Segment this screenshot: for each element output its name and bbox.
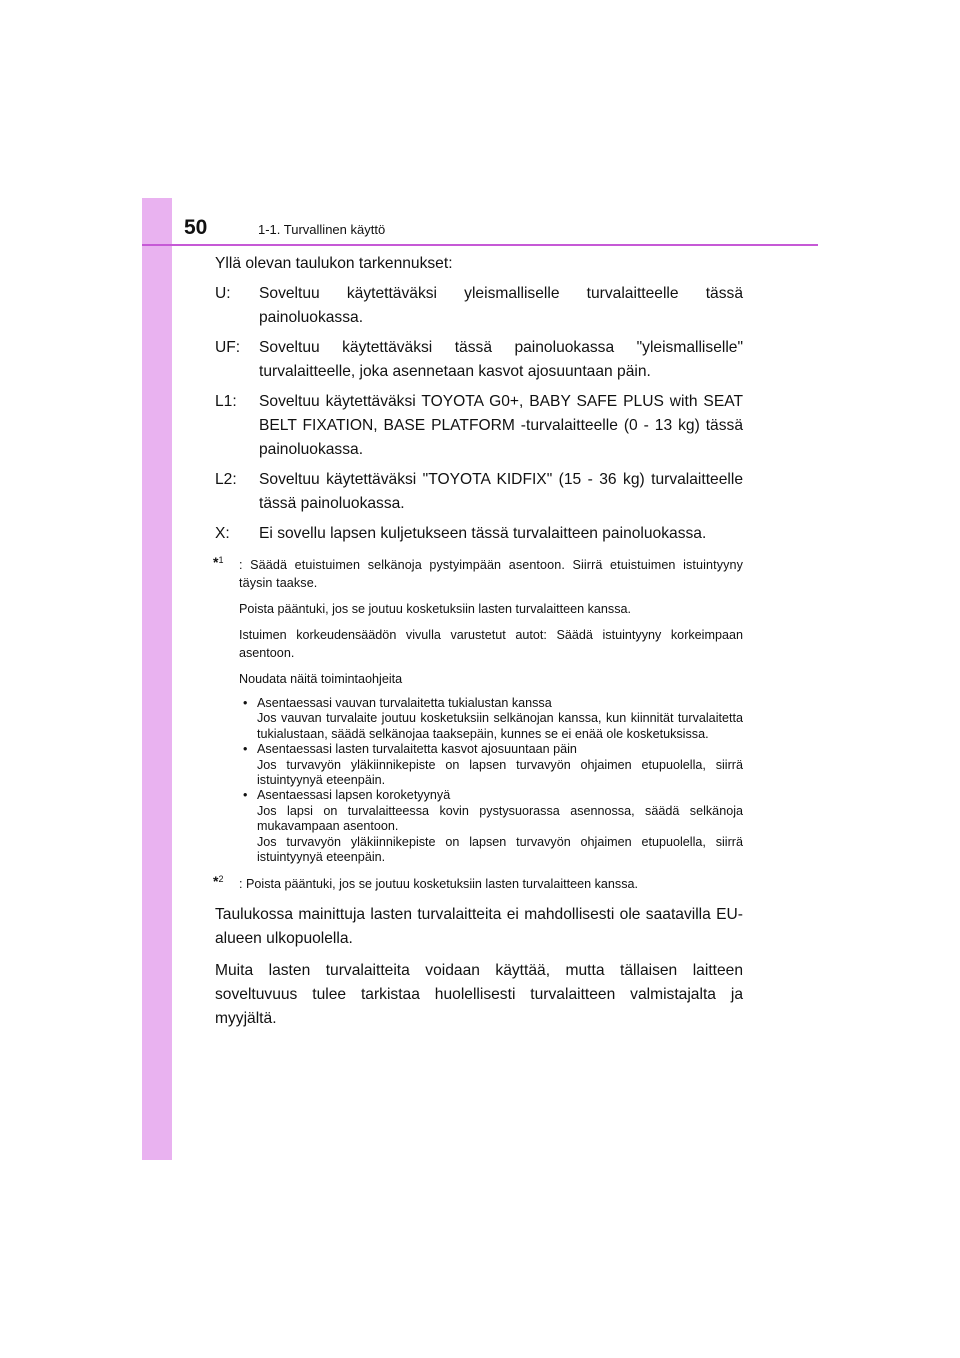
definition-text: Soveltuu käytettäväksi "TOYOTA KIDFIX" (15 - 36 kg) turvalaitteelle tässä painoluokassa.	[259, 471, 743, 512]
list-item-text: Jos lapsi on turvalaitteessa kovin pystysuorassa asennossa, säädä selkänoja mukavampaan asentoon.	[257, 803, 743, 834]
header-divider	[142, 244, 818, 246]
paragraph: Muita lasten turvalaitteita voidaan käyttää, mutta tällaisen laitteen soveltuvuus tulee tarkistaa huolellisesti turvalaitteen valmistajalta ja myyjältä.	[215, 962, 743, 1028]
definition-uf	[215, 336, 743, 384]
footnote-mark: *$^1$	[213, 554, 224, 570]
footnote-text: : Poista pääntuki, jos se joutuu kosketuksiin lasten turvalaitteen kanssa.	[239, 877, 639, 892]
definition-key: UF:	[215, 339, 241, 356]
definition-key: X:	[215, 525, 230, 542]
definition-l1	[215, 390, 743, 462]
bullet-icon: •	[243, 742, 248, 757]
page-number: 50	[184, 216, 208, 239]
list-item	[239, 788, 743, 865]
list-item-title: Asentaessasi vauvan turvalaitetta tukialustan kanssa	[257, 696, 552, 710]
list-item-text: Jos turvavyön yläkiinnikepiste on lapsen turvavyön ohjaimen etupuolella, siirrä istuintyynyä eteenpäin.	[257, 834, 743, 865]
definition-text: Soveltuu käytettäväksi yleismalliselle turvalaitteelle tässä painoluokassa.	[259, 285, 743, 326]
definition-text: Ei sovellu lapsen kuljetukseen tässä turvalaitteen painoluokassa.	[259, 525, 707, 542]
definition-l2	[215, 468, 743, 516]
list-item	[239, 742, 743, 788]
list-item-title: Asentaessasi lapsen koroketyynyä	[257, 788, 451, 803]
list-item	[239, 696, 743, 742]
page-content	[215, 252, 743, 1039]
list-item-text: Jos turvavyön yläkiinnikepiste on lapsen turvavyön ohjaimen etupuolella, siirrä istuintyynyä eteenpäin.	[257, 757, 743, 788]
footnote-2	[213, 875, 743, 893]
list-item-title: Asentaessasi lasten turvalaitetta kasvot ajosuuntaan päin	[257, 742, 577, 757]
chapter-side-bar	[142, 198, 172, 1160]
page-header	[142, 200, 818, 246]
footnote-text: : Säädä etuistuimen selkänoja pystyimpään asentoon. Siirrä etuistuimen istuintyyny täysin taakse.	[239, 558, 743, 590]
definition-text: Soveltuu käytettäväksi TOYOTA G0+, BABY SAFE PLUS with SEAT BELT FIXATION, BASE PLATFORM -turvalaitteelle (0 - 13 kg) tässä painoluokassa.	[259, 393, 743, 458]
definition-key: L2:	[215, 471, 237, 488]
bullet-icon: •	[243, 696, 248, 710]
definition-u	[215, 282, 743, 330]
footnote-text: Istuimen korkeudensäädön vivulla varustetut autot: Säädä istuintyyny korkeimpaan asentoon.	[239, 628, 743, 660]
section-title: 1-1. Turvallinen käyttö	[258, 222, 386, 237]
footnote-text: Poista pääntuki, jos se joutuu kosketuksiin lasten turvalaitteen kanssa.	[239, 602, 632, 616]
definition-key: U:	[215, 285, 231, 302]
intro-text: Yllä olevan taulukon tarkennukset:	[215, 255, 453, 272]
footnote-text: Noudata näitä toimintaohjeita	[239, 672, 403, 686]
definition-key: L1:	[215, 393, 237, 410]
instruction-list	[239, 696, 743, 865]
closing-paragraphs	[215, 903, 743, 1031]
definition-x	[215, 522, 743, 546]
definition-text: Soveltuu käytettäväksi tässä painoluokassa "yleismalliselle" turvalaitteelle, joka asennetaan kasvot ajosuuntaan päin.	[259, 339, 743, 380]
bullet-icon: •	[243, 788, 248, 803]
footnote-mark: *$^2$	[213, 873, 224, 890]
paragraph: Taulukossa mainittuja lasten turvalaitteita ei mahdollisesti ole saatavilla EU-alueen ulkopuolella.	[215, 906, 743, 948]
list-item-text: Jos vauvan turvalaite joutuu kosketuksiin selkänojan kanssa, kun kiinnität turvalaitetta tukialustaan, säädä selkänojaa taaksepäin, kunnes se ei enää ole kosketuksissa.	[257, 711, 743, 741]
footnote-1	[213, 556, 743, 865]
